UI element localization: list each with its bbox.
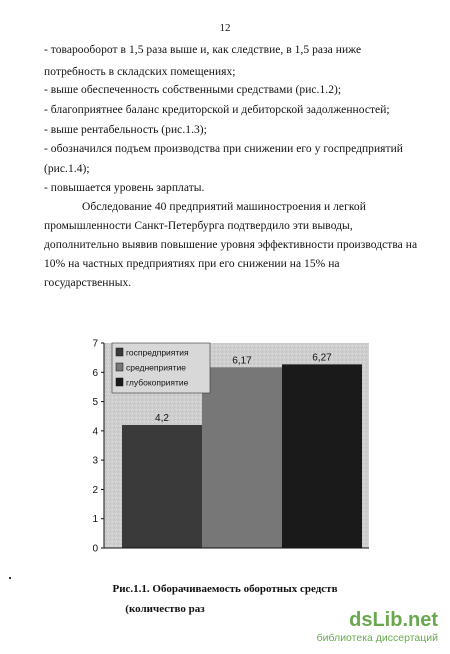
text-line-3: - выше обеспеченность собственными средствами (рис.1.2); bbox=[44, 84, 342, 96]
bar-3 bbox=[282, 364, 362, 548]
text-line-10: промышленности Санкт-Петербурга подтвердило эти выводы, bbox=[44, 220, 353, 232]
y-tick-label: 1 bbox=[92, 514, 98, 526]
text-line-6: - обозначился подъем производства при снижении его у госпредприятий bbox=[44, 143, 404, 155]
text-line-9: Обследование 40 предприятий машиностроения и легкой bbox=[82, 201, 366, 213]
text-line-13: государственных. bbox=[44, 277, 132, 289]
watermark-logo: dsLib.net bbox=[349, 609, 438, 631]
scan-speck bbox=[9, 577, 11, 579]
legend-label: глубокоприятие bbox=[126, 377, 189, 388]
watermark bbox=[317, 609, 438, 644]
chart-legend bbox=[112, 343, 210, 393]
text-line-8: - повышается уровень зарплаты. bbox=[44, 182, 205, 194]
y-tick-label: 6 bbox=[92, 367, 98, 379]
bar-value-label: 6,27 bbox=[312, 352, 332, 364]
legend-swatch bbox=[116, 348, 123, 356]
y-tick-label: 7 bbox=[92, 338, 98, 350]
bar-2 bbox=[202, 367, 282, 548]
bar-value-label: 6,17 bbox=[232, 355, 252, 367]
text-line-1: - товарооборот в 1,5 раза выше и, как следствие, в 1,5 раза ниже bbox=[44, 44, 362, 56]
legend-swatch bbox=[116, 378, 123, 386]
bar-1 bbox=[122, 425, 202, 548]
y-tick-label: 5 bbox=[92, 397, 98, 409]
text-line-4: - благоприятнее баланс кредиторской и дебиторской задолженностей; bbox=[44, 104, 390, 116]
bar-value-label: 4,2 bbox=[155, 413, 169, 424]
y-tick-label: 2 bbox=[92, 484, 98, 496]
watermark-subtitle: библиотека диссертаций bbox=[316, 632, 438, 644]
text-line-7: (рис.1.4); bbox=[44, 163, 90, 175]
text-line-11: дополнительно выявив повышение уровня эффективности производства на bbox=[44, 239, 418, 251]
page-number: 12 bbox=[219, 22, 231, 34]
y-tick-label: 0 bbox=[92, 543, 98, 555]
y-tick-label: 3 bbox=[92, 455, 98, 467]
legend-label: среднеприятие bbox=[126, 362, 186, 373]
text-line-2: потребность в складских помещениях; bbox=[44, 66, 236, 78]
y-tick-label: 4 bbox=[92, 426, 98, 438]
figure-caption: Рис.1.1. Оборачиваемость оборотных средств bbox=[112, 583, 338, 595]
legend-label: госпредприятия bbox=[126, 347, 189, 358]
figure-caption-line2: (количество раз bbox=[125, 603, 205, 615]
legend-swatch bbox=[116, 363, 123, 371]
turnover-bar-chart bbox=[82, 335, 372, 565]
text-line-5: - выше рентабельность (рис.1.3); bbox=[44, 124, 207, 136]
text-line-12: 10% на частных предприятиях при его снижении на 15% на bbox=[44, 258, 340, 270]
